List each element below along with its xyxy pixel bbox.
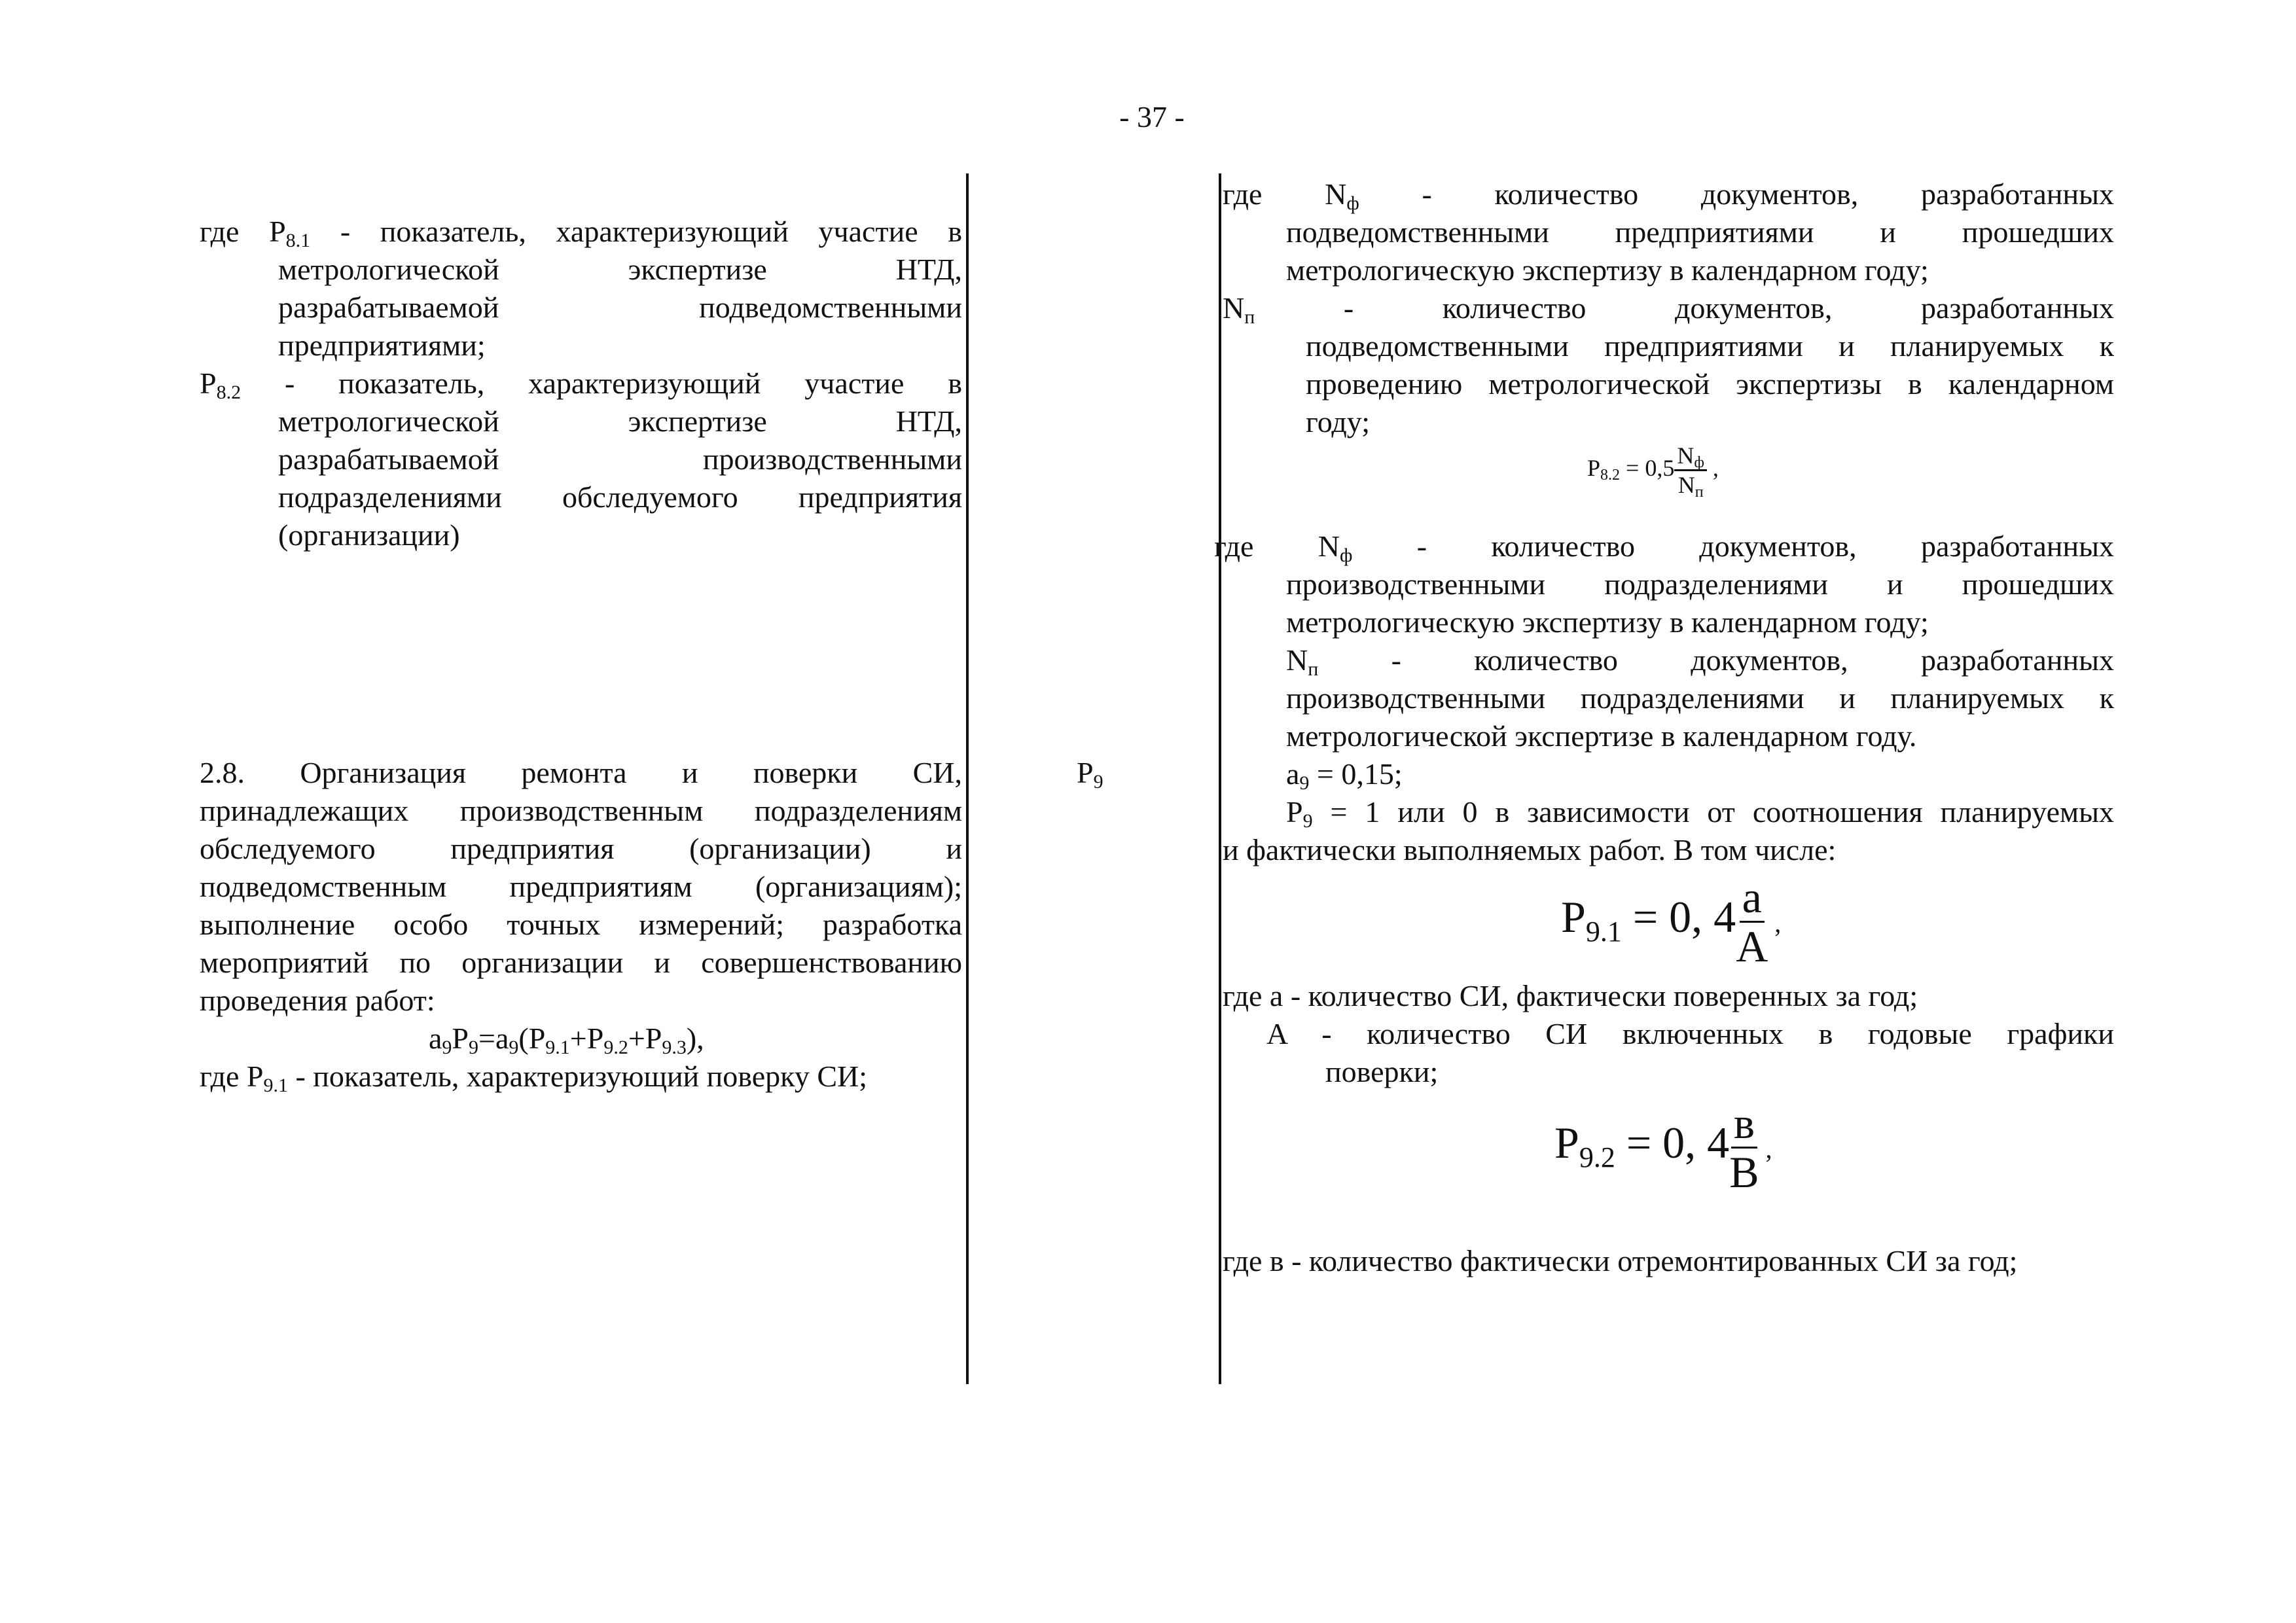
nf2-line-3: метрологическую экспертизу в календарном году; — [1286, 605, 1929, 639]
nf1-line-2: подведомственными предприятиями и прошедших — [1286, 215, 2114, 249]
np2-line-1: $N_п$ - количество документов, разработанных — [1286, 643, 2114, 680]
nf2-line-2: производственными подразделениями и прошедших — [1286, 567, 2114, 601]
p81-line-1: где $P_{8.1}$ - показатель, характеризующий участие в — [200, 215, 963, 251]
formula-p82: $P_{8.2} = 0,5$ $\frac{N_ф}{N_п}$ , — [1587, 442, 1719, 501]
column-divider-left — [966, 173, 969, 1384]
section-2-8-line-7: проведения работ: — [200, 984, 435, 1017]
nf1-line-3: метрологическую экспертизу в календарном году; — [1286, 253, 1929, 287]
section-2-8-line-4: подведомственным предприятиям (организациям); — [200, 870, 962, 903]
section-2-8-line-3: обследуемого предприятия (организации) и — [200, 832, 962, 865]
section-2-8-line-1: 2.8. Организация ремонта и поверки СИ, — [200, 756, 962, 789]
formula-a9p9: $a_9P_9=a_9(P_{9.1}+P_{9.2}+P_{9.3})$, — [429, 1022, 704, 1058]
a9-value: $a_9 = 0,15$; — [1286, 757, 1403, 794]
p82-line-5: (организации) — [278, 518, 460, 552]
p81-line-3: разрабатываемой подведомственными — [278, 291, 962, 324]
middle-label-p9: $P_9$ — [1077, 756, 1103, 793]
p91-definition: где $P_{9.1}$ - показатель, характеризующий поверку СИ; — [200, 1060, 868, 1096]
column-divider-right — [1219, 173, 1221, 1384]
np1-line-4: году; — [1306, 405, 1370, 438]
np1-line-2: подведомственными предприятиями и планируемых к — [1306, 329, 2114, 363]
np2-line-2: производственными подразделениями и планируемых к — [1286, 681, 2114, 715]
p82-line-2: метрологической экспертизе НТД, — [278, 404, 962, 438]
p82-line-3: разрабатываемой производственными — [278, 442, 962, 476]
a-definition: где a - количество СИ, фактически поверенных за год; — [1223, 979, 1918, 1012]
section-2-8-line-6: мероприятий по организации и совершенствованию — [200, 946, 962, 979]
section-2-8-line-5: выполнение особо точных измерений; разработка — [200, 908, 962, 941]
A-definition-line-1: A - количество СИ включенных в годовые графики — [1266, 1017, 2114, 1050]
p82-line-1: $P_{8.2}$ - показатель, характеризующий участие в — [200, 366, 962, 403]
nf2-line-1: где $N_ф$ - количество документов, разработанных — [1214, 529, 2114, 566]
p82-line-4: подразделениями обследуемого предприятия — [278, 480, 962, 514]
p9-line-2: и фактически выполняемых работ. В том числе: — [1223, 833, 1837, 866]
p81-line-2: метрологической экспертизе НТД, — [278, 253, 962, 286]
formula-p92: $P_{9.2} = 0$, 4 $\frac{в}{B}$ , — [1554, 1098, 1772, 1197]
nf1-line-1: где $N_ф$ - количество документов, разработанных — [1223, 177, 2114, 214]
v-definition: где в - количество фактически отремонтированных СИ за год; — [1223, 1244, 2018, 1277]
np1-line-1: $N_п$ - количество документов, разработанных — [1223, 291, 2114, 328]
page-number: - 37 - — [1119, 100, 1185, 134]
p9-line-1: $P_9 = 1$ или 0 в зависимости от соотношения планируемых — [1286, 795, 2114, 832]
p81-line-4: предприятиями; — [278, 329, 486, 362]
np1-line-3: проведению метрологической экспертизы в календарном — [1306, 367, 2114, 401]
formula-p91: $P_{9.1} = 0$, 4 $\frac{a}{A}$ , — [1561, 872, 1782, 971]
section-2-8-line-2: принадлежащих производственным подразделениям — [200, 794, 962, 827]
A-definition-line-2: поверки; — [1325, 1055, 1439, 1088]
np2-line-3: метрологической экспертизе в календарном году. — [1286, 719, 1917, 753]
